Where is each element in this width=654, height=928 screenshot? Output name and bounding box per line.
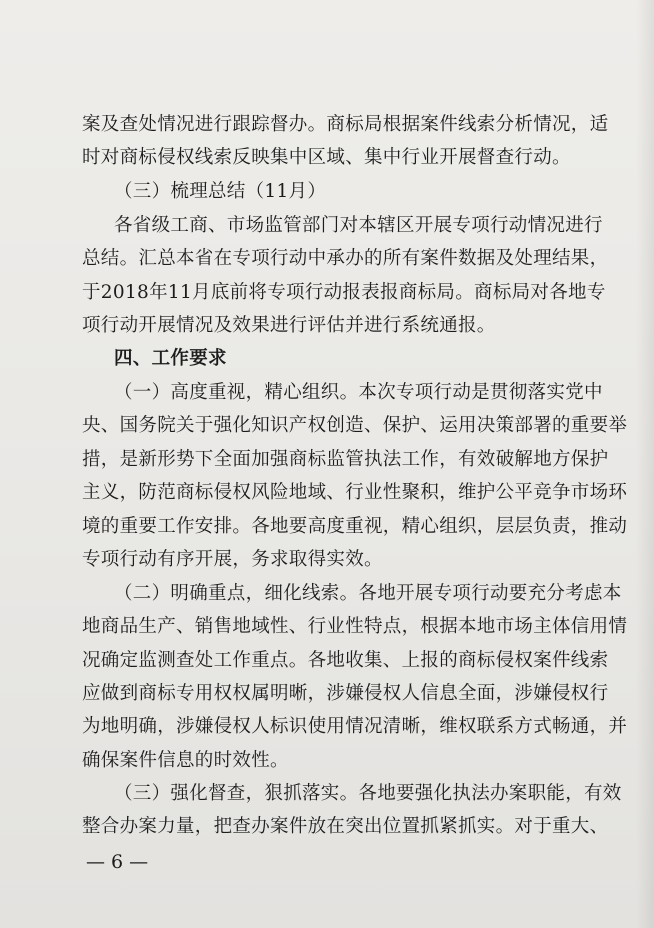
body-line: 各省级工商、市场监管部门对本辖区开展专项行动情况进行 <box>114 215 603 236</box>
body-line: （三）强化督查，狠抓落实。各地要强化执法办案职能，有效 <box>114 783 622 804</box>
body-line: 为地明确，涉嫌侵权人标识使用情况清晰，维权联系方式畅通，并 <box>82 716 628 737</box>
body-line: 案及查处情况进行跟踪督办。商标局根据案件线索分析情况，适 <box>82 114 609 135</box>
body-line: 主义，防范商标侵权风险地域、行业性聚积，维护公平竞争市场环 <box>82 482 628 503</box>
body-line: 况确定监测查处工作重点。各地收集、上报的商标侵权案件线索 <box>82 650 609 671</box>
body-line: 央、国务院关于强化知识产权创造、保护、运用决策部署的重要举 <box>82 415 628 436</box>
body-line: 整合办案力量，把查办案件放在突出位置抓紧抓实。对于重大、 <box>82 816 609 837</box>
body-line: 项行动开展情况及效果进行评估并进行系统通报。 <box>82 315 496 336</box>
body-line: 确保案件信息的时效性。 <box>82 750 289 771</box>
body-line: （一）高度重视，精心组织。本次专项行动是贯彻落实党中 <box>114 382 603 403</box>
body-line: 于2018年11月底前将专项行动报表报商标局。商标局对各地专 <box>82 282 606 303</box>
body-line: 境的重要工作安排。各地要高度重视，精心组织，层层负责，推动 <box>82 516 628 537</box>
body-line: （二）明确重点，细化线索。各地开展专项行动要充分考虑本 <box>114 583 622 604</box>
body-line: 措，是新形势下全面加强商标监管执法工作，有效破解地方保护 <box>82 449 609 470</box>
page-number: — 6 — <box>86 851 149 873</box>
body-line: 应做到商标专用权权属明晰，涉嫌侵权人信息全面，涉嫌侵权行 <box>82 683 609 704</box>
body-line: 总结。汇总本省在专项行动中承办的所有案件数据及处理结果， <box>82 248 609 269</box>
page-edge-shadow <box>636 0 654 928</box>
section-heading: 四、工作要求 <box>114 348 227 369</box>
body-line: 地商品生产、销售地域性、行业性特点，根据本地市场主体信用情 <box>82 616 628 637</box>
body-line: 时对商标侵权线索反映集中区域、集中行业开展督查行动。 <box>82 147 571 168</box>
body-line: 专项行动有序开展，务求取得实效。 <box>82 549 383 570</box>
subsection-heading: （三）梳理总结（11月） <box>114 181 327 202</box>
